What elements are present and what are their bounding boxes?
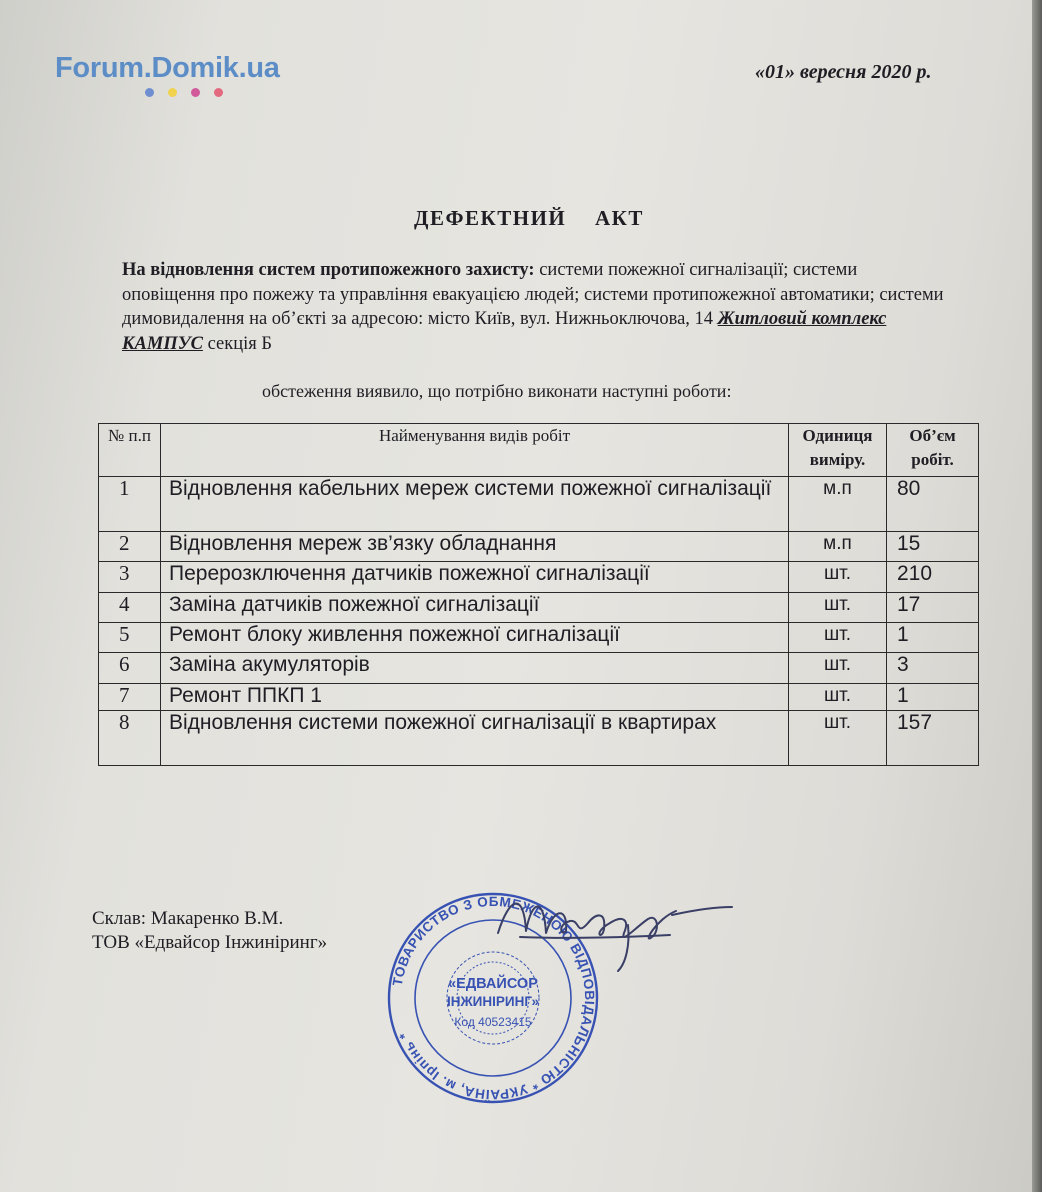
- row-num: 4: [99, 593, 161, 623]
- table-header-row: [99, 424, 979, 477]
- table-row: [99, 532, 979, 562]
- table-row: [99, 562, 979, 593]
- row-num: 1: [99, 477, 161, 532]
- row-unit: шт.: [789, 593, 887, 623]
- row-unit: шт.: [789, 653, 887, 684]
- intro-tail: секція Б: [202, 333, 272, 354]
- watermark-dot: [168, 88, 177, 97]
- row-num: 7: [99, 684, 161, 711]
- row-unit: шт.: [789, 562, 887, 593]
- row-volume: 80: [887, 477, 979, 532]
- table-row: [99, 684, 979, 711]
- watermark-dots: [145, 88, 223, 97]
- row-num: 6: [99, 653, 161, 684]
- row-volume: 15: [887, 532, 979, 562]
- header-unit: Одиниця виміру.: [789, 424, 887, 477]
- table-row: [99, 477, 979, 532]
- watermark-dot: [145, 88, 154, 97]
- watermark-dot: [214, 88, 223, 97]
- stamp-name-line2: ІНЖИНІРИНГ»: [446, 994, 540, 1009]
- signature-block: [92, 907, 327, 955]
- intro-text: системи пожежної сигналізації; системи оповіщення про пожежу та управління евакуацією людей; системи протипожежної автоматики; системи димовидалення на об’єкті за адресою: місто Київ, вул. Нижньоключова, 14: [122, 260, 944, 329]
- row-name: Перерозключення датчиків пожежної сигналізації: [161, 562, 789, 593]
- handwritten-signature: [480, 885, 740, 975]
- row-name: Заміна акумуляторів: [161, 653, 789, 684]
- header-num: № п.п: [99, 424, 161, 477]
- row-volume: 1: [887, 623, 979, 653]
- row-name: Заміна датчиків пожежної сигналізації: [161, 593, 789, 623]
- row-unit: шт.: [789, 623, 887, 653]
- works-table: [98, 423, 979, 766]
- page-edge-shadow: [1032, 0, 1042, 1192]
- watermark-dot: [191, 88, 200, 97]
- table-row: [99, 623, 979, 653]
- row-num: 8: [99, 711, 161, 766]
- row-name: Відновлення системи пожежної сигналізації в квартирах: [161, 711, 789, 766]
- row-unit: м.п: [789, 477, 887, 532]
- row-unit: шт.: [789, 684, 887, 711]
- row-volume: 157: [887, 711, 979, 766]
- stamp-name-line1: «ЕДВАЙСОР: [448, 976, 538, 992]
- compiled-by: Склав: Макаренко В.М.: [92, 908, 284, 929]
- stamp-code: Код 40523415: [454, 1015, 532, 1029]
- stamp-outer-text: ТОВАРИСТВО З ОБМЕЖЕНОЮ ВІДПОВІДАЛЬНІСТЮ * УКРАЇНА, м. Ірпінь *: [389, 893, 598, 1103]
- header-name: Найменування видів робіт: [161, 424, 789, 477]
- intro-bold-heading: На відновлення систем протипожежного захисту:: [122, 260, 535, 280]
- row-num: 3: [99, 562, 161, 593]
- row-volume: 210: [887, 562, 979, 593]
- row-num: 2: [99, 532, 161, 562]
- row-volume: 1: [887, 684, 979, 711]
- row-volume: 3: [887, 653, 979, 684]
- row-num: 5: [99, 623, 161, 653]
- row-name: Відновлення кабельних мереж системи пожежної сигналізації: [161, 477, 789, 532]
- row-name: Ремонт ППКП 1: [161, 684, 789, 711]
- row-unit: м.п: [789, 532, 887, 562]
- row-name: Відновлення мереж зв’язку обладнання: [161, 532, 789, 562]
- company-name: ТОВ «Едвайсор Інжиніринг»: [92, 932, 328, 953]
- row-volume: 17: [887, 593, 979, 623]
- row-name: Ремонт блоку живлення пожежної сигналізації: [161, 623, 789, 653]
- header-volume: Об’єм робіт.: [887, 424, 979, 477]
- document-date: «01» вересня 2020 р.: [755, 61, 932, 83]
- table-row: [99, 653, 979, 684]
- watermark-logo: Forum.Domik.ua: [55, 52, 280, 84]
- table-row: [99, 593, 979, 623]
- row-unit: шт.: [789, 711, 887, 766]
- survey-lead-text: обстеження виявило, що потрібно виконати наступні роботи:: [262, 381, 732, 401]
- table-row: [99, 711, 979, 766]
- document-title: ДЕФЕКТНИЙ АКТ: [414, 206, 644, 230]
- object-name: Житловий комплекс КАМПУС: [122, 309, 887, 354]
- intro-paragraph: [122, 258, 952, 356]
